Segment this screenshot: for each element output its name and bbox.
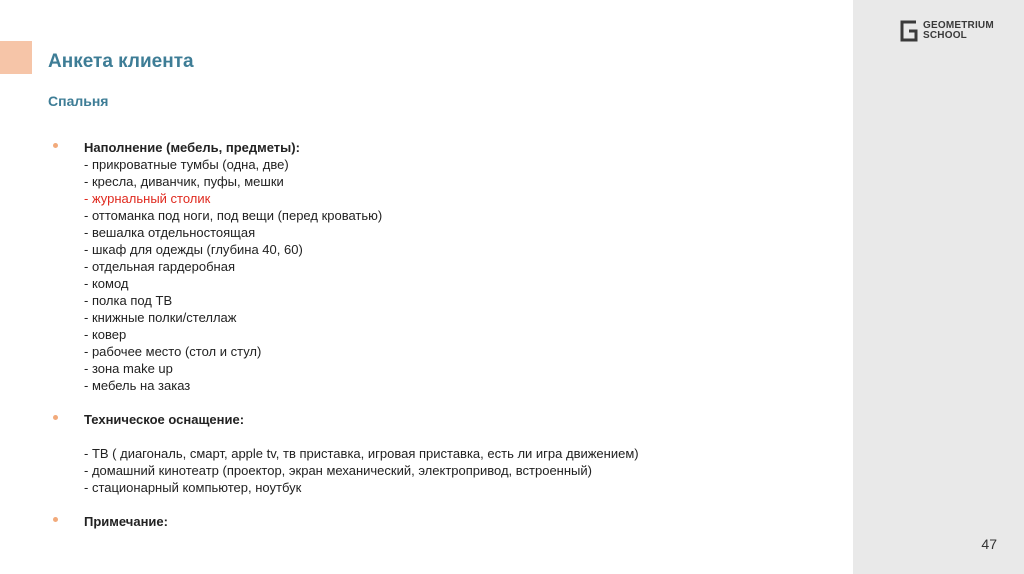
logo-text-line2: SCHOOL — [923, 30, 967, 41]
list-item: - мебель на заказ — [84, 378, 191, 393]
list-item: - отдельная гардеробная — [84, 259, 235, 274]
accent-block — [0, 41, 32, 74]
list-item: - книжные полки/стеллаж — [84, 310, 237, 325]
bullet-section — [0, 411, 853, 496]
list-item: - стационарный компьютер, ноутбук — [84, 480, 302, 495]
list-item: - полка под ТВ — [84, 293, 173, 308]
questionnaire-content — [0, 139, 853, 530]
list-item: - журнальный столик — [84, 191, 211, 206]
list-item: - прикроватные тумбы (одна, две) — [84, 157, 289, 172]
list-item: - вешалка отдельностоящая — [84, 225, 256, 240]
list-item: - домашний кинотеатр (проектор, экран механический, электропривод, встроенный) — [84, 463, 592, 478]
section-heading: Наполнение (мебель, предметы): — [84, 140, 300, 155]
page-title: Анкета клиента — [48, 51, 194, 72]
logo-text-line1: GEOMETRIUM — [923, 20, 994, 31]
section-heading: Примечание: — [84, 514, 168, 529]
right-sidebar — [853, 0, 1024, 574]
page-subtitle: Спальня — [48, 93, 109, 109]
bullet-dot-icon — [53, 415, 58, 420]
logo-text — [923, 21, 994, 41]
bullet-dot-icon — [53, 143, 58, 148]
list-item: - зона make up — [84, 361, 173, 376]
list-item: - рабочее место (стол и стул) — [84, 344, 262, 359]
list-item: - ТВ ( диагональ, смарт, apple tv, тв приставка, игровая приставка, есть ли игра движением) — [84, 446, 639, 461]
list-item: - комод — [84, 276, 129, 291]
bullet-dot-icon — [53, 517, 58, 522]
bullet-section — [0, 139, 853, 394]
list-item: - кресла, диванчик, пуфы, мешки — [84, 174, 284, 189]
geometrium-logo-icon — [899, 19, 919, 43]
bullet-section — [0, 513, 853, 530]
page-number: 47 — [981, 536, 997, 552]
section-heading: Техническое оснащение: — [84, 412, 245, 427]
spacer — [84, 428, 853, 445]
list-item: - ковер — [84, 327, 127, 342]
list-item: - шкаф для одежды (глубина 40, 60) — [84, 242, 303, 257]
list-item: - оттоманка под ноги, под вещи (перед кроватью) — [84, 208, 383, 223]
geometrium-logo — [899, 19, 994, 43]
